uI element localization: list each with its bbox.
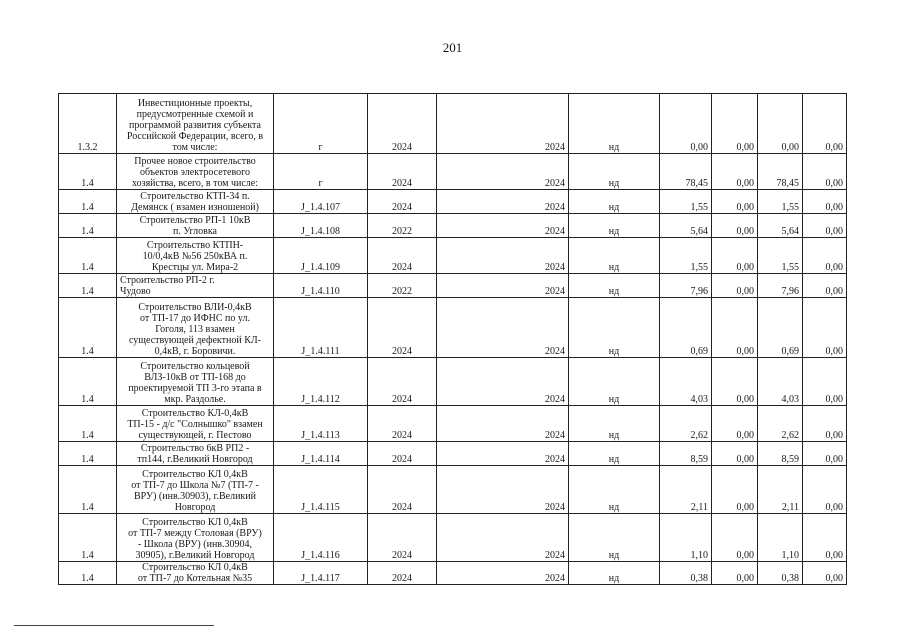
project-code-cell: J_1.4.114 [274,442,368,466]
value-cell-1: 0,00 [660,94,712,154]
value-cell-4: 0,00 [803,466,847,514]
value-cell-2: 0,00 [712,562,758,585]
value-cell-3: 2,11 [758,466,803,514]
project-code-cell: J_1.4.113 [274,406,368,442]
year-start-cell: 2024 [368,562,437,585]
year-start-cell: 2024 [368,406,437,442]
project-name-cell [117,442,274,466]
project-name-line: тп144, г.Великий Новгород [137,454,253,465]
project-name-line: от ТП-7 между Столовая (ВРУ) [128,528,262,539]
year-start-cell: 2024 [368,514,437,562]
table-row [59,442,847,466]
value-cell-2: 0,00 [712,94,758,154]
value-cell-2: 0,00 [712,238,758,274]
project-code-cell: J_1.4.108 [274,214,368,238]
table-row [59,358,847,406]
value-cell-3: 0,00 [758,94,803,154]
project-name-line: Инвестиционные проекты, [137,98,253,109]
year-start-cell: 2024 [368,94,437,154]
value-cell-1: 0,38 [660,562,712,585]
year-start-cell: 2024 [368,298,437,358]
value-cell-3: 2,62 [758,406,803,442]
value-cell-1: 7,96 [660,274,712,298]
value-cell-3: 8,59 [758,442,803,466]
value-cell-1: 1,55 [660,190,712,214]
year-end-cell: 2024 [437,274,569,298]
value-cell-3: 0,38 [758,562,803,585]
value-cell-4: 0,00 [803,154,847,190]
year-end-cell: 2024 [437,94,569,154]
project-name-line: существующей дефектной КЛ- [129,335,261,346]
value-cell-4: 0,00 [803,94,847,154]
project-code-cell: J_1.4.116 [274,514,368,562]
table-row [59,406,847,442]
year-end-cell: 2024 [437,238,569,274]
value-cell-1: 2,11 [660,466,712,514]
project-name-line: Российской Федерации, всего, в [126,131,264,142]
project-name-line: от ТП-17 до ИФНС по ул. [140,313,250,324]
table-row [59,214,847,238]
value-cell-1: 78,45 [660,154,712,190]
value-cell-4: 0,00 [803,214,847,238]
value-cell-1: 0,69 [660,298,712,358]
value-cell-1: 8,59 [660,442,712,466]
value-cell-4: 0,00 [803,238,847,274]
project-name-line: программой развития субъекта [129,120,261,131]
row-number-cell: 1.4 [59,298,117,358]
value-cell-3: 78,45 [758,154,803,190]
value-cell-4: 0,00 [803,406,847,442]
value-cell-4: 0,00 [803,298,847,358]
project-code-cell: J_1.4.117 [274,562,368,585]
value-cell-1: 2,62 [660,406,712,442]
project-name-cell [117,154,274,190]
project-name-line: том числе: [172,142,218,153]
project-name-line: ВЛЗ-10кВ от ТП-168 до [144,372,246,383]
row-number-cell: 1.4 [59,154,117,190]
year-start-cell: 2022 [368,214,437,238]
project-name-line: от ТП-7 до Школа №7 (ТП-7 - [131,480,259,491]
row-number-cell: 1.3.2 [59,94,117,154]
value-cell-3: 1,55 [758,238,803,274]
year-end-cell: 2024 [437,406,569,442]
project-name-cell [117,190,274,214]
value-cell-4: 0,00 [803,274,847,298]
row-number-cell: 1.4 [59,406,117,442]
no-data-cell: нд [569,466,660,514]
table-row [59,238,847,274]
project-name-line: Строительство КЛ-0,4кВ [141,408,249,419]
no-data-cell: нд [569,238,660,274]
project-name-line: существующей, г. Пестово [138,430,252,441]
project-name-line: 10/0,4кВ №56 250кВА п. [142,251,248,262]
value-cell-2: 0,00 [712,442,758,466]
no-data-cell: нд [569,514,660,562]
project-name-line: предусмотренные схемой и [136,109,254,120]
year-end-cell: 2024 [437,466,569,514]
table-row [59,562,847,585]
year-end-cell: 2024 [437,214,569,238]
value-cell-2: 0,00 [712,298,758,358]
year-end-cell: 2024 [437,358,569,406]
table-row [59,466,847,514]
no-data-cell: нд [569,406,660,442]
no-data-cell: нд [569,154,660,190]
page-number: 201 [442,40,463,55]
year-start-cell: 2024 [368,442,437,466]
year-end-cell: 2024 [437,442,569,466]
value-cell-3: 0,69 [758,298,803,358]
value-cell-4: 0,00 [803,514,847,562]
project-name-cell [117,214,274,238]
value-cell-4: 0,00 [803,358,847,406]
row-number-cell: 1.4 [59,214,117,238]
project-name-line: Новгород [174,502,216,513]
year-start-cell: 2024 [368,190,437,214]
year-start-cell: 2024 [368,154,437,190]
row-number-cell: 1.4 [59,238,117,274]
project-name-cell [117,466,274,514]
project-name-line: Чудово [120,286,151,297]
project-code-cell: J_1.4.109 [274,238,368,274]
no-data-cell: нд [569,358,660,406]
project-name-line: 30905), г.Великий Новгород [135,550,255,561]
project-name-cell [117,298,274,358]
project-code-cell: J_1.4.112 [274,358,368,406]
no-data-cell: нд [569,94,660,154]
project-name-line: п. Угловка [172,226,217,237]
table-row [59,514,847,562]
project-code-cell: J_1.4.107 [274,190,368,214]
table-row [59,94,847,154]
project-name-line: - Школа (ВРУ) (инв.30904, [137,539,253,550]
table-row [59,190,847,214]
table-row [59,274,847,298]
row-number-cell: 1.4 [59,190,117,214]
table-row [59,298,847,358]
value-cell-2: 0,00 [712,514,758,562]
year-start-cell: 2024 [368,238,437,274]
year-end-cell: 2024 [437,514,569,562]
no-data-cell: нд [569,214,660,238]
project-name-line: от ТП-7 до Котельная №35 [137,573,253,584]
project-name-line: Прочее новое строительство [134,156,256,167]
value-cell-3: 1,55 [758,190,803,214]
project-name-line: ВРУ) (инв.30903), г.Великий [134,491,256,502]
value-cell-2: 0,00 [712,190,758,214]
table-row [59,154,847,190]
value-cell-2: 0,00 [712,214,758,238]
year-end-cell: 2024 [437,562,569,585]
project-name-line: Строительство ВЛИ-0,4кВ [138,302,252,313]
value-cell-1: 4,03 [660,358,712,406]
project-code-cell: J_1.4.110 [274,274,368,298]
project-code-cell: г [274,94,368,154]
row-number-cell: 1.4 [59,514,117,562]
year-end-cell: 2024 [437,154,569,190]
project-name-line: ТП-15 - д/с "Солнышко" взамен [127,419,263,430]
row-number-cell: 1.4 [59,358,117,406]
project-name-line: объектов электросетевого [140,167,250,178]
value-cell-2: 0,00 [712,274,758,298]
project-name-line: 0,4кВ, г. Боровичи. [154,346,236,357]
value-cell-1: 5,64 [660,214,712,238]
project-name-cell [117,406,274,442]
project-name-line: Строительство КЛ 0,4кВ [142,517,248,528]
value-cell-2: 0,00 [712,406,758,442]
row-number-cell: 1.4 [59,466,117,514]
project-name-cell [117,514,274,562]
project-code-cell: J_1.4.111 [274,298,368,358]
row-number-cell: 1.4 [59,442,117,466]
project-name-cell [117,238,274,274]
project-code-cell: J_1.4.115 [274,466,368,514]
project-name-line: хозяйства, всего, в том числе: [132,178,258,189]
year-start-cell: 2024 [368,358,437,406]
no-data-cell: нд [569,190,660,214]
year-end-cell: 2024 [437,298,569,358]
value-cell-4: 0,00 [803,442,847,466]
footnote-separator [14,625,214,626]
project-name-line: Строительство РП-2 г. [120,275,215,286]
project-name-line: Строительство РП-1 10кВ [139,215,251,226]
project-name-line: Строительство кольцевой [140,361,250,372]
row-number-cell: 1.4 [59,562,117,585]
value-cell-4: 0,00 [803,562,847,585]
project-name-line: Строительство КТП-34 п. [140,191,250,202]
year-start-cell: 2022 [368,274,437,298]
no-data-cell: нд [569,562,660,585]
project-name-line: Строительство КЛ 0,4кВ [142,562,248,573]
value-cell-3: 5,64 [758,214,803,238]
project-code-cell: г [274,154,368,190]
project-name-line: Строительство КЛ 0,4кВ [142,469,248,480]
value-cell-2: 0,00 [712,154,758,190]
value-cell-2: 0,00 [712,358,758,406]
project-name-line: мкр. Раздолье. [164,394,226,405]
project-name-line: Строительство КТПН- [146,240,244,251]
no-data-cell: нд [569,298,660,358]
project-name-line: Крестцы ул. Мира-2 [151,262,239,273]
project-name-cell [117,274,274,298]
project-name-cell [117,562,274,585]
value-cell-3: 4,03 [758,358,803,406]
project-name-line: Гоголя, 113 взамен [155,324,235,335]
no-data-cell: нд [569,274,660,298]
value-cell-1: 1,55 [660,238,712,274]
project-name-line: проектируемой ТП 3-го этапа в [128,383,262,394]
project-name-line: Строительство 6кВ РП2 - [140,443,250,454]
year-start-cell: 2024 [368,466,437,514]
row-number-cell: 1.4 [59,274,117,298]
value-cell-4: 0,00 [803,190,847,214]
value-cell-3: 7,96 [758,274,803,298]
project-name-cell [117,358,274,406]
investment-projects-table [58,93,847,585]
value-cell-1: 1,10 [660,514,712,562]
project-name-line: Демянск ( взамен изношеной) [131,202,259,213]
year-end-cell: 2024 [437,190,569,214]
no-data-cell: нд [569,442,660,466]
value-cell-2: 0,00 [712,466,758,514]
project-name-cell [117,94,274,154]
value-cell-3: 1,10 [758,514,803,562]
